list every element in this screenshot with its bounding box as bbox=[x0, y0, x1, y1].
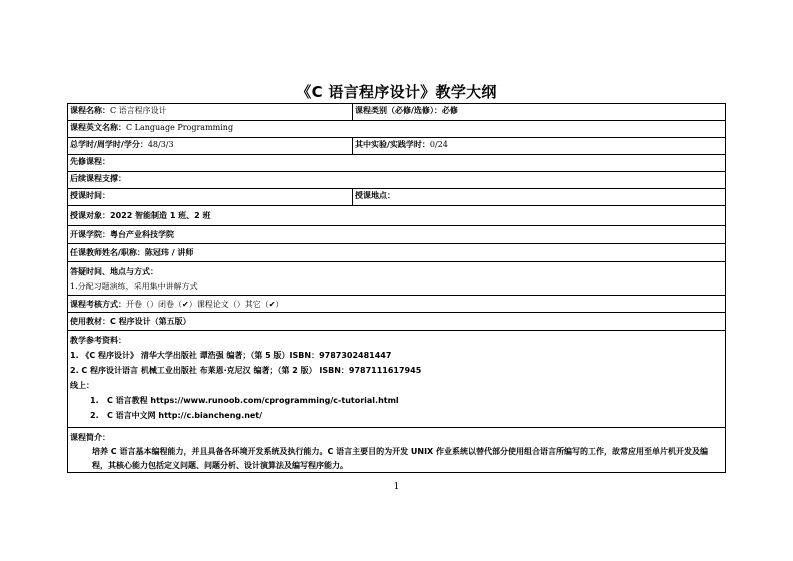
assessment-value: 开卷（）闭卷（✔）课程论文（）其它（✔） bbox=[126, 300, 284, 309]
online-item bbox=[70, 393, 723, 408]
teaching-time-cell bbox=[68, 189, 353, 205]
table-row bbox=[68, 428, 725, 474]
table-row bbox=[68, 138, 725, 155]
table-row bbox=[68, 104, 725, 121]
online-item-link[interactable]: C 语言中文网 http://c.biancheng.net/ bbox=[106, 411, 263, 420]
qa-label: 答疑时间、地点与方式： bbox=[70, 267, 158, 276]
teaching-place-label: 授课地点： bbox=[355, 191, 395, 200]
table-row bbox=[68, 313, 725, 331]
page-number: 1 bbox=[393, 482, 400, 492]
table-row bbox=[68, 155, 725, 172]
course-name-label: 课程名称： bbox=[70, 106, 110, 115]
english-name-label: 课程英文名称： bbox=[70, 123, 126, 132]
college-value: 粤台产业科技学院 bbox=[110, 230, 174, 239]
references-cell bbox=[68, 331, 725, 427]
course-type-cell bbox=[353, 104, 725, 120]
hours-label: 总学时/周学时/学分： bbox=[70, 140, 148, 149]
assessment-label: 课程考核方式： bbox=[70, 300, 126, 309]
course-name-value: C 语言程序设计 bbox=[110, 106, 167, 115]
reference-item: 2. C 程序设计语言 机械工业出版社 布莱恩·克尼汉 编著；（第 2 版） ISBN：9787111617945 bbox=[70, 366, 422, 375]
college-label: 开课学院： bbox=[70, 230, 110, 239]
intro-label: 课程简介： bbox=[70, 433, 110, 442]
audience-value: 2022 智能制造 1 班、2 班 bbox=[110, 211, 211, 220]
hours-cell bbox=[68, 138, 353, 154]
table-row bbox=[68, 226, 725, 244]
course-type-label: 课程类别（必修/选修）： bbox=[355, 106, 442, 115]
english-name-value: C Language Programming bbox=[126, 123, 234, 132]
audience-label: 授课对象： bbox=[70, 211, 110, 220]
textbook-value: C 程序设计（第五版） bbox=[110, 317, 191, 326]
table-row bbox=[68, 296, 725, 313]
online-item-number: 1. bbox=[90, 396, 99, 405]
teacher-label: 任课教师姓名/职称： bbox=[70, 248, 145, 257]
course-type-value: 必修 bbox=[441, 106, 458, 115]
audience-cell bbox=[68, 206, 725, 225]
qa-value: 1.分配习题演练，采用集中讲解方式 bbox=[70, 282, 198, 291]
college-cell bbox=[68, 226, 725, 243]
english-name-cell bbox=[68, 121, 725, 137]
prerequisite-cell bbox=[68, 155, 725, 171]
table-row bbox=[68, 206, 725, 226]
online-item-link[interactable]: C 语言教程 https://www.runoob.com/cprogramming/c-tutorial.html bbox=[106, 396, 399, 405]
intro-cell bbox=[68, 428, 725, 474]
qa-cell bbox=[68, 262, 725, 295]
table-row bbox=[68, 262, 725, 296]
textbook-cell bbox=[68, 313, 725, 330]
course-name-cell bbox=[68, 104, 353, 120]
page-title: 《C 语言程序设计》教学大纲 bbox=[296, 83, 497, 101]
online-item bbox=[70, 408, 723, 423]
table-row bbox=[68, 189, 725, 206]
teaching-time-label: 授课时间： bbox=[70, 191, 110, 200]
table-row bbox=[68, 172, 725, 189]
teacher-cell bbox=[68, 244, 725, 261]
assessment-cell bbox=[68, 296, 725, 312]
prerequisite-label: 先修课程： bbox=[70, 157, 110, 166]
reference-item: 1. 《C 程序设计》 清华大学出版社 谭浩强 编著；（第 5 版）ISBN：9787302481447 bbox=[70, 351, 392, 360]
syllabus-table bbox=[67, 103, 726, 473]
textbook-label: 使用教材： bbox=[70, 317, 110, 326]
online-label: 线上： bbox=[70, 381, 94, 390]
references-label: 教学参考资料： bbox=[70, 336, 126, 345]
table-row bbox=[68, 331, 725, 428]
experiment-hours-label: 其中实验/实践学时： bbox=[355, 140, 430, 149]
follow-up-cell bbox=[68, 172, 725, 188]
experiment-hours-cell bbox=[353, 138, 725, 154]
follow-up-label: 后续课程支撑： bbox=[70, 174, 126, 183]
hours-value: 48/3/3 bbox=[147, 140, 174, 149]
online-item-number: 2. bbox=[90, 411, 99, 420]
table-row bbox=[68, 244, 725, 262]
teaching-place-cell bbox=[353, 189, 725, 205]
intro-text: 培养 C 语言基本编程能力，并且具备各环境开发系统及执行能力。C 语言主要目的为开发 UNIX 作业系统以替代部分使用组合语言所编写的工作，故常应用至单片机开发及编程，其核心能力包括定义问题、问题分析、设计演算法及编写程序能力。 bbox=[92, 447, 708, 470]
experiment-hours-value: 0/24 bbox=[429, 140, 448, 149]
teacher-value: 陈冠玮 / 讲师 bbox=[144, 248, 194, 257]
table-row bbox=[68, 121, 725, 138]
